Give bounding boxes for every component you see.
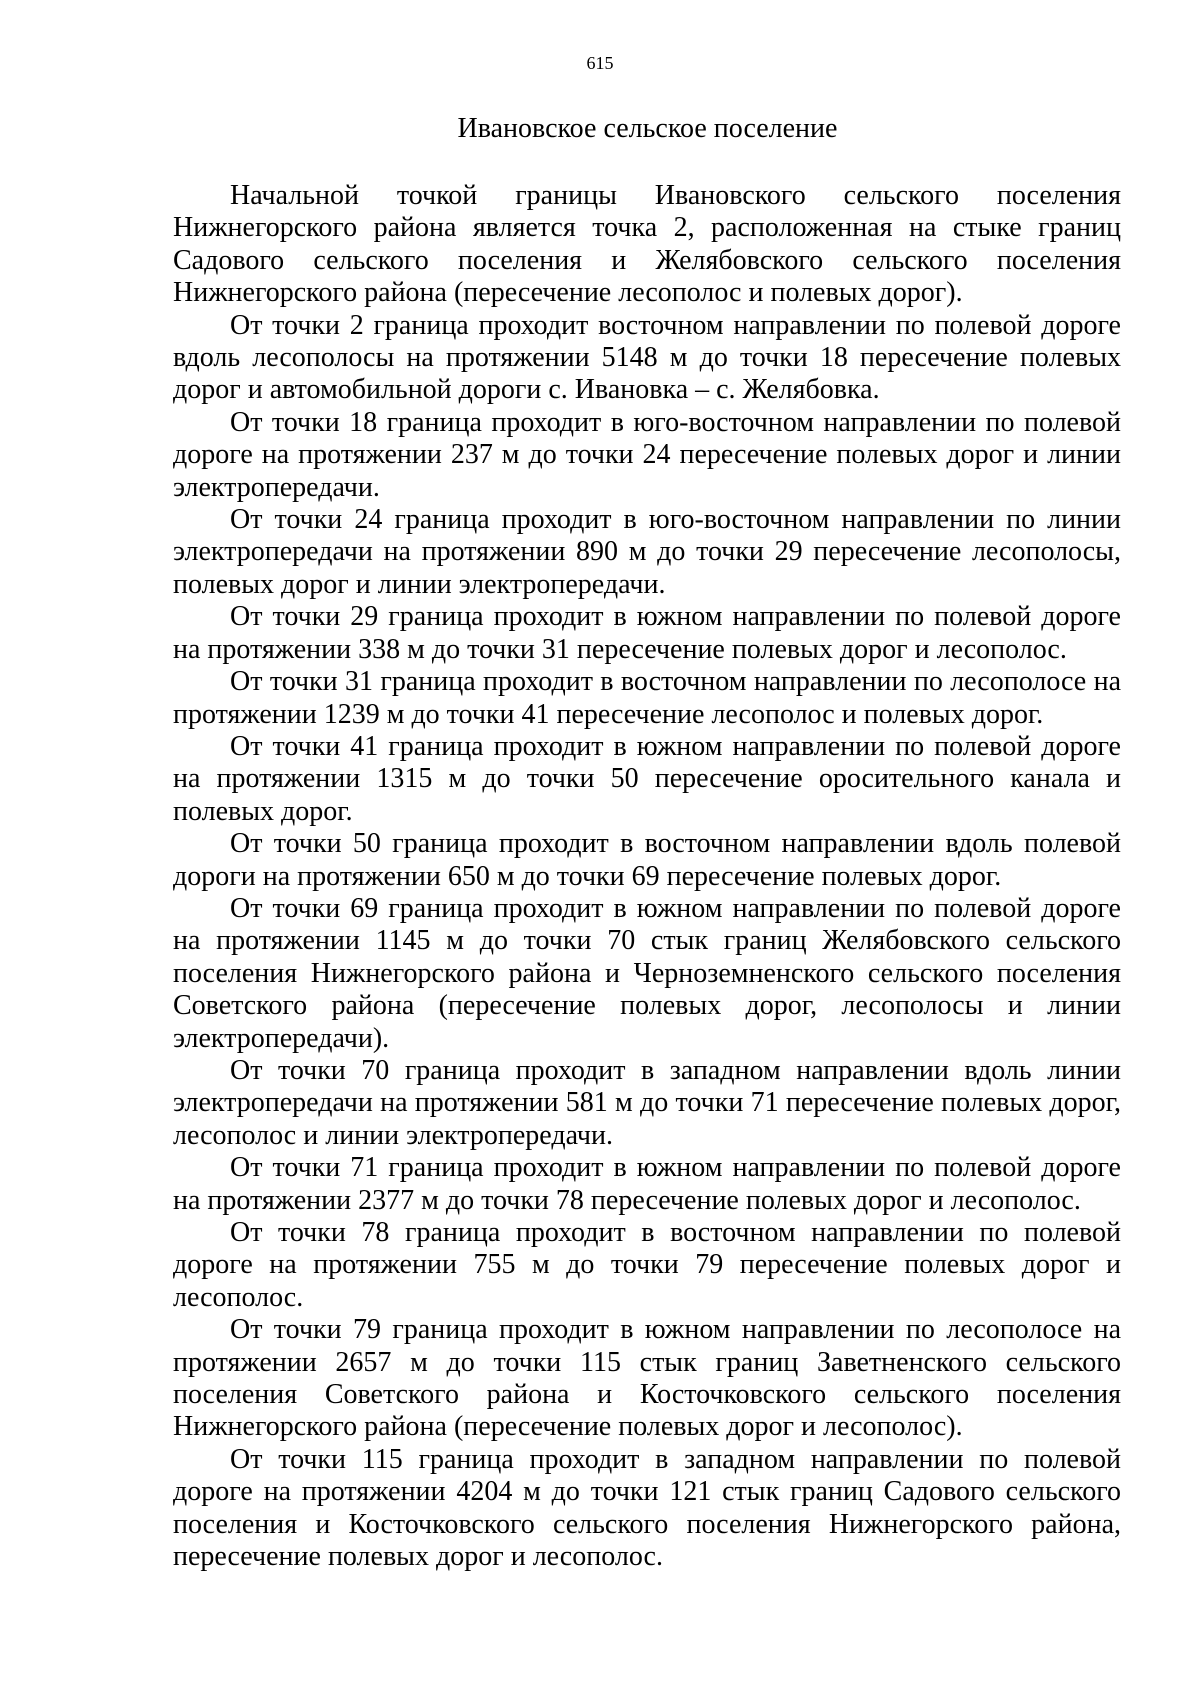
paragraph: От точки 29 граница проходит в южном направлении по полевой дороге на протяжении 338 м до точки 31 пересечение полевых дорог и лесополос. (173, 601, 1121, 665)
section-title: Ивановское сельское поселение (457, 113, 838, 144)
paragraph: От точки 79 граница проходит в южном направлении по лесополосе на протяжении 2657 м до точки 115 стык границ Заветненского сельского поселения Советского района и Косточковского сельского поселения Нижнегорского района (пересечение полевых дорог и лесополос). (173, 1314, 1121, 1443)
paragraph: От точки 78 граница проходит в восточном направлении по полевой дороге на протяжении 755 м до точки 79 пересечение полевых дорог и лесополос. (173, 1217, 1121, 1313)
paragraph: От точки 31 граница проходит в восточном направлении по лесополосе на протяжении 1239 м до точки 41 пересечение лесополос и полевых дорог. (173, 666, 1121, 730)
page-number: 615 (586, 53, 614, 73)
paragraph: От точки 24 граница проходит в юго-восточном направлении по линии электропередачи на протяжении 890 м до точки 29 пересечение лесополосы, полевых дорог и линии электропередачи. (173, 504, 1121, 600)
paragraph: От точки 70 граница проходит в западном направлении вдоль линии электропередачи на протяжении 581 м до точки 71 пересечение полевых дорог, лесополос и линии электропередачи. (173, 1054, 1121, 1151)
paragraph: От точки 50 граница проходит в восточном направлении вдоль полевой дороги на протяжении 650 м до точки 69 пересечение полевых дорог. (173, 828, 1121, 892)
paragraph: От точки 69 граница проходит в южном направлении по полевой дороге на протяжении 1145 м до точки 70 стык границ Желябовского сельского поселения Нижнегорского района и Черноземненского сельского поселения Советского района (пересечение полевых дорог, лесополосы и линии электропередачи). (173, 892, 1121, 1054)
document-body (173, 180, 1121, 1573)
paragraph: От точки 41 граница проходит в южном направлении по полевой дороге на протяжении 1315 м до точки 50 пересечение оросительного канала и полевых дорог. (173, 730, 1121, 827)
paragraph: От точки 18 граница проходит в юго-восточном направлении по полевой дороге на протяжении 237 м до точки 24 пересечение полевых дорог и линии электропередачи. (173, 406, 1121, 503)
paragraph: Начальной точкой границы Ивановского сельского поселения Нижнегорского района является точка 2, расположенная на стыке границ Садового сельского поселения и Желябовского сельского поселения Нижнегорского района (пересечение лесополос и полевых дорог). (173, 180, 1121, 309)
paragraph: От точки 115 граница проходит в западном направлении по полевой дороге на протяжении 4204 м до точки 121 стык границ Садового сельского поселения и Косточковского сельского поселения Нижнегорского района, пересечение полевых дорог и лесополос. (173, 1443, 1121, 1573)
paragraph: От точки 2 граница проходит восточном направлении по полевой дороге вдоль лесополосы на протяжении 5148 м до точки 18 пересечение полевых дорог и автомобильной дороги с. Ивановка – с. Желябовка. (173, 309, 1121, 406)
paragraph: От точки 71 граница проходит в южном направлении по полевой дороге на протяжении 2377 м до точки 78 пересечение полевых дорог и лесополос. (173, 1152, 1121, 1216)
